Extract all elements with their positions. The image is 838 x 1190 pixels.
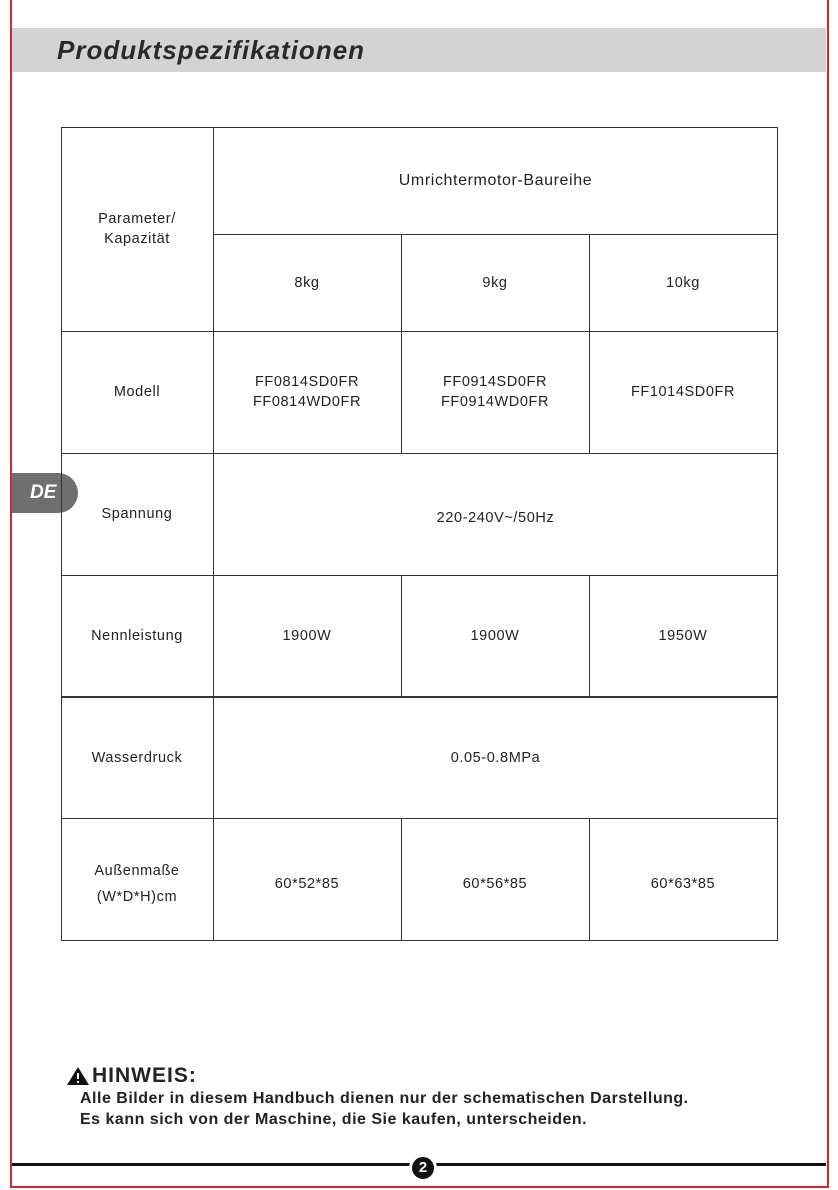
note-title: HINWEIS: — [92, 1064, 197, 1087]
note-line: Alle Bilder in diesem Handbuch dienen nur der schematischen Darstellung. — [80, 1090, 689, 1107]
language-tab: DE — [12, 473, 78, 513]
cell-dim-8kg: 60*52*85 — [274, 876, 340, 892]
series-header: Umrichtermotor-Baureihe — [398, 171, 593, 189]
row-label-modell: Modell — [113, 384, 161, 400]
cell-voltage: 220-240V~/50Hz — [436, 510, 555, 526]
cell-power-9kg: 1900W — [470, 627, 520, 644]
cell-dim-10kg: 60*63*85 — [650, 876, 716, 892]
page-number: 2 — [409, 1154, 437, 1182]
page-title: Produktspezifikationen — [57, 35, 366, 65]
cell-dim-9kg: 60*56*85 — [462, 876, 528, 892]
corner-header: Parameter/ Kapazität — [98, 211, 176, 247]
capacity-8kg: 8kg — [294, 274, 320, 291]
row-label-dimensions: Außenmaße (W*D*H)cm — [94, 863, 180, 905]
row-label-wasserdruck: Wasserdruck — [91, 749, 183, 766]
cell-model-9kg: FF0914SD0FR FF0914WD0FR — [440, 374, 550, 410]
warning-icon — [66, 1066, 90, 1086]
cell-power-8kg: 1900W — [282, 627, 332, 644]
cell-power-10kg: 1950W — [658, 627, 708, 644]
note-section — [66, 1064, 689, 1130]
row-label-spannung: Spannung — [101, 506, 173, 522]
header-bar — [12, 28, 826, 72]
cell-model-8kg: FF0814SD0FR FF0814WD0FR — [252, 374, 362, 410]
capacity-10kg: 10kg — [666, 274, 700, 291]
capacity-9kg: 9kg — [482, 274, 508, 291]
cell-model-10kg: FF1014SD0FR — [630, 384, 736, 400]
row-label-nennleistung: Nennleistung — [91, 627, 183, 644]
cell-water-pressure: 0.05-0.8MPa — [450, 749, 541, 766]
note-line: Es kann sich von der Maschine, die Sie kaufen, unterscheiden. — [80, 1111, 588, 1128]
